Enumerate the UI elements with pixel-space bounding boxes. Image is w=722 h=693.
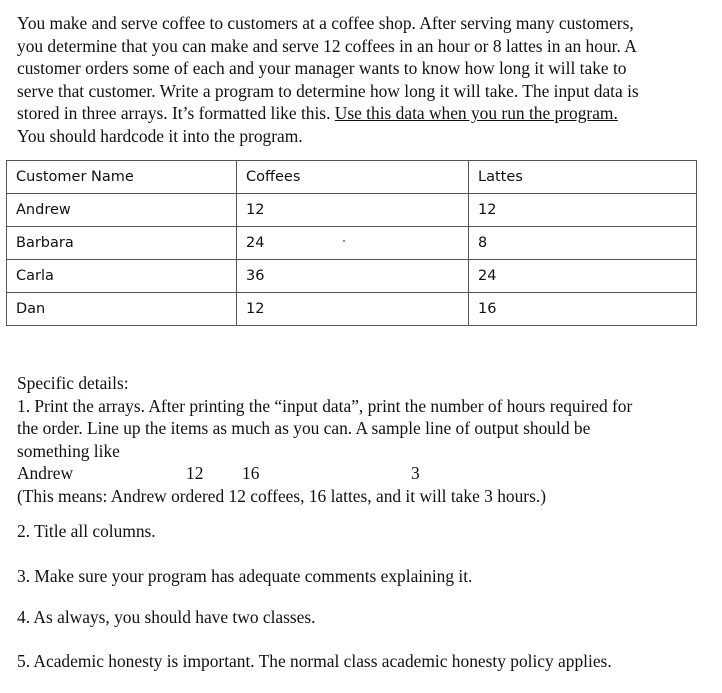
details-heading: Specific details:	[17, 373, 129, 393]
cell-coffees: 36	[237, 260, 469, 293]
item-4: 4. As always, you should have two classes.	[17, 607, 316, 627]
sample-explanation: (This means: Andrew ordered 12 coffees, 16 lattes, and it will take 3 hours.)	[17, 485, 546, 506]
sample-coffees: 12	[186, 463, 204, 484]
specific-details-section	[17, 372, 717, 508]
table-row	[7, 260, 697, 293]
sample-hours: 3	[411, 463, 420, 484]
cell-lattes: 8	[469, 227, 697, 260]
intro-line: You should hardcode it into the program.	[17, 125, 303, 146]
intro-underlined-text: Use this data when you run the program.	[334, 103, 618, 124]
cell-lattes: 24	[469, 260, 697, 293]
item-5: 5. Academic honesty is important. The normal class academic honesty policy applies.	[17, 651, 612, 671]
sample-lattes: 16	[242, 463, 260, 484]
intro-line: You make and serve coffee to customers at a coffee shop. After serving many customers,	[17, 13, 634, 33]
item-3: 3. Make sure your program has adequate comments explaining it.	[17, 566, 473, 586]
intro-paragraph	[17, 12, 717, 148]
intro-line: you determine that you can make and serve 12 coffees in an hour or 8 lattes in an hour. A	[17, 35, 637, 56]
header-coffees: Coffees	[237, 161, 469, 194]
item-1-line: the order. Line up the items as much as you can. A sample line of output should be	[17, 418, 591, 439]
table-row	[7, 293, 697, 326]
customer-orders-table	[6, 160, 697, 326]
table-row	[7, 227, 697, 260]
cell-lattes: 16	[469, 293, 697, 326]
cell-name: Carla	[7, 260, 237, 293]
intro-line	[17, 102, 717, 125]
cell-coffees: 24	[237, 227, 469, 260]
cell-name: Dan	[7, 293, 237, 326]
header-customer-name: Customer Name	[7, 161, 237, 194]
cell-coffees: 12	[237, 194, 469, 227]
table-header-row	[7, 161, 697, 194]
scan-speck	[343, 240, 345, 242]
intro-line: customer orders some of each and your manager wants to know how long it will take to	[17, 58, 627, 79]
header-lattes: Lattes	[469, 161, 697, 194]
cell-lattes: 12	[469, 194, 697, 227]
item-1-line: 1. Print the arrays. After printing the “input data”, print the number of hours required for	[17, 395, 633, 416]
cell-coffees: 12	[237, 293, 469, 326]
intro-line-text: stored in three arrays. It’s formatted like this.	[17, 103, 331, 124]
table-row	[7, 194, 697, 227]
sample-output-line	[17, 462, 717, 485]
item-2: 2. Title all columns.	[17, 521, 156, 541]
cell-name: Barbara	[7, 227, 237, 260]
cell-name: Andrew	[7, 194, 237, 227]
sample-name: Andrew	[17, 463, 74, 484]
item-1-line: something like	[17, 440, 120, 461]
intro-line: serve that customer. Write a program to determine how long it will take. The input data is	[17, 80, 639, 101]
